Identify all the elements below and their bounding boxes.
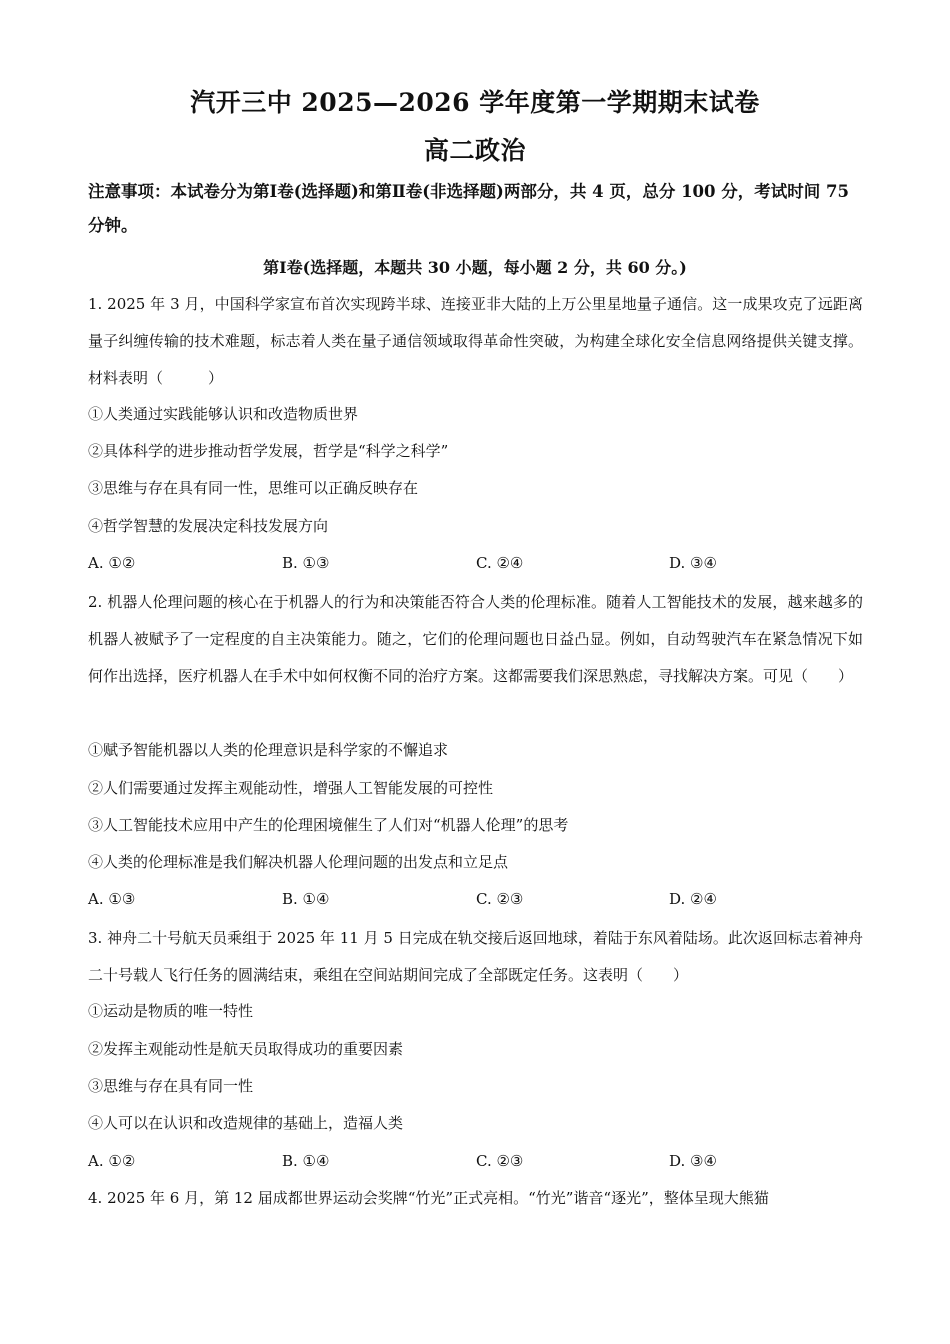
question-3-statement-3: ③思维与存在具有同一性 [88, 1077, 254, 1095]
question-4-stem: 4. 2025 年 6 月，第 12 届成都世界运动会奖牌“竹光”正式亮相。“竹光”谐音“逐光”，整体呈现大熊猫 [88, 1189, 769, 1207]
section-title: 第Ⅰ卷(选择题，本题共 30 小题，每小题 2 分，共 60 分。) [263, 258, 687, 277]
question-2-stem: 2. 机器人伦理问题的核心在于机器人的行为和决策能否符合人类的伦理标准。随着人工智能技术的发展，越来越多的机器人被赋予了一定程度的自主决策能力。随之，它们的伦理问题也日益凸显。例如，自动驾驶汽车在紧急情况下如何作出选择，医疗机器人在手术中如何权衡不同的治疗方案。这都需要我们深思熟虑，寻找解决方案。可见（ ） [88, 593, 863, 685]
question-3-option-d[interactable]: D. ③④ [669, 1152, 717, 1170]
question-2-statement-3: ③人工智能技术应用中产生的伦理困境催生了人们对“机器人伦理”的思考 [88, 816, 569, 834]
question-3-options [88, 1150, 868, 1172]
question-1-option-a[interactable]: A. ①② [88, 554, 136, 572]
question-2-statement-1: ①赋予智能机器以人类的伦理意识是科学家的不懈追求 [88, 741, 449, 759]
exam-title: 汽开三中 2025—2026 学年度第一学期期末试卷 [190, 88, 760, 117]
question-2-statement-4: ④人类的伦理标准是我们解决机器人伦理问题的出发点和立足点 [88, 853, 509, 871]
question-1-option-b[interactable]: B. ①③ [282, 554, 330, 572]
exam-subject: 高二政治 [423, 136, 526, 165]
question-3-statement-4: ④人可以在认识和改造规律的基础上，造福人类 [88, 1114, 404, 1132]
question-3-option-b[interactable]: B. ①④ [282, 1152, 330, 1170]
question-3-statement-1: ①运动是物质的唯一特性 [88, 1002, 254, 1020]
exam-notice: 注意事项：本试卷分为第Ⅰ卷(选择题)和第Ⅱ卷(非选择题)两部分，共 4 页，总分 100 分，考试时间 75 分钟。 [88, 182, 849, 235]
question-2-option-d[interactable]: D. ②④ [669, 890, 717, 908]
question-3-option-c[interactable]: C. ②③ [476, 1152, 524, 1170]
question-1-option-c[interactable]: C. ②④ [476, 554, 524, 572]
question-1-statement-4: ④哲学智慧的发展决定科技发展方向 [88, 517, 329, 535]
question-3-stem: 3. 神舟二十号航天员乘组于 2025 年 11 月 5 日完成在轨交接后返回地球，着陆于东风着陆场。此次返回标志着神舟二十号载人飞行任务的圆满结束，乘组在空间站期间完成了全部既定任务。这表明（ ） [88, 929, 863, 984]
question-2-statement-2: ②人们需要通过发挥主观能动性，增强人工智能发展的可控性 [88, 779, 494, 797]
question-1-statement-1: ①人类通过实践能够认识和改造物质世界 [88, 405, 359, 423]
question-2-option-c[interactable]: C. ②③ [476, 890, 524, 908]
question-2-option-a[interactable]: A. ①③ [88, 890, 136, 908]
question-1-stem: 1. 2025 年 3 月，中国科学家宣布首次实现跨半球、连接亚非大陆的上万公里星地量子通信。这一成果攻克了远距离量子纠缠传输的技术难题，标志着人类在量子通信领域取得革命性突破，为构建全球化安全信息网络提供关键支撑。材料表明（ ） [88, 295, 863, 387]
question-2-option-b[interactable]: B. ①④ [282, 890, 330, 908]
question-2-options [88, 888, 868, 910]
question-1-statement-3: ③思维与存在具有同一性，思维可以正确反映存在 [88, 479, 419, 497]
question-1-option-d[interactable]: D. ③④ [669, 554, 717, 572]
question-3-option-a[interactable]: A. ①② [88, 1152, 136, 1170]
question-1-statement-2: ②具体科学的进步推动哲学发展，哲学是“科学之科学” [88, 442, 449, 460]
question-1-options [88, 552, 868, 574]
question-3-statement-2: ②发挥主观能动性是航天员取得成功的重要因素 [88, 1040, 404, 1058]
